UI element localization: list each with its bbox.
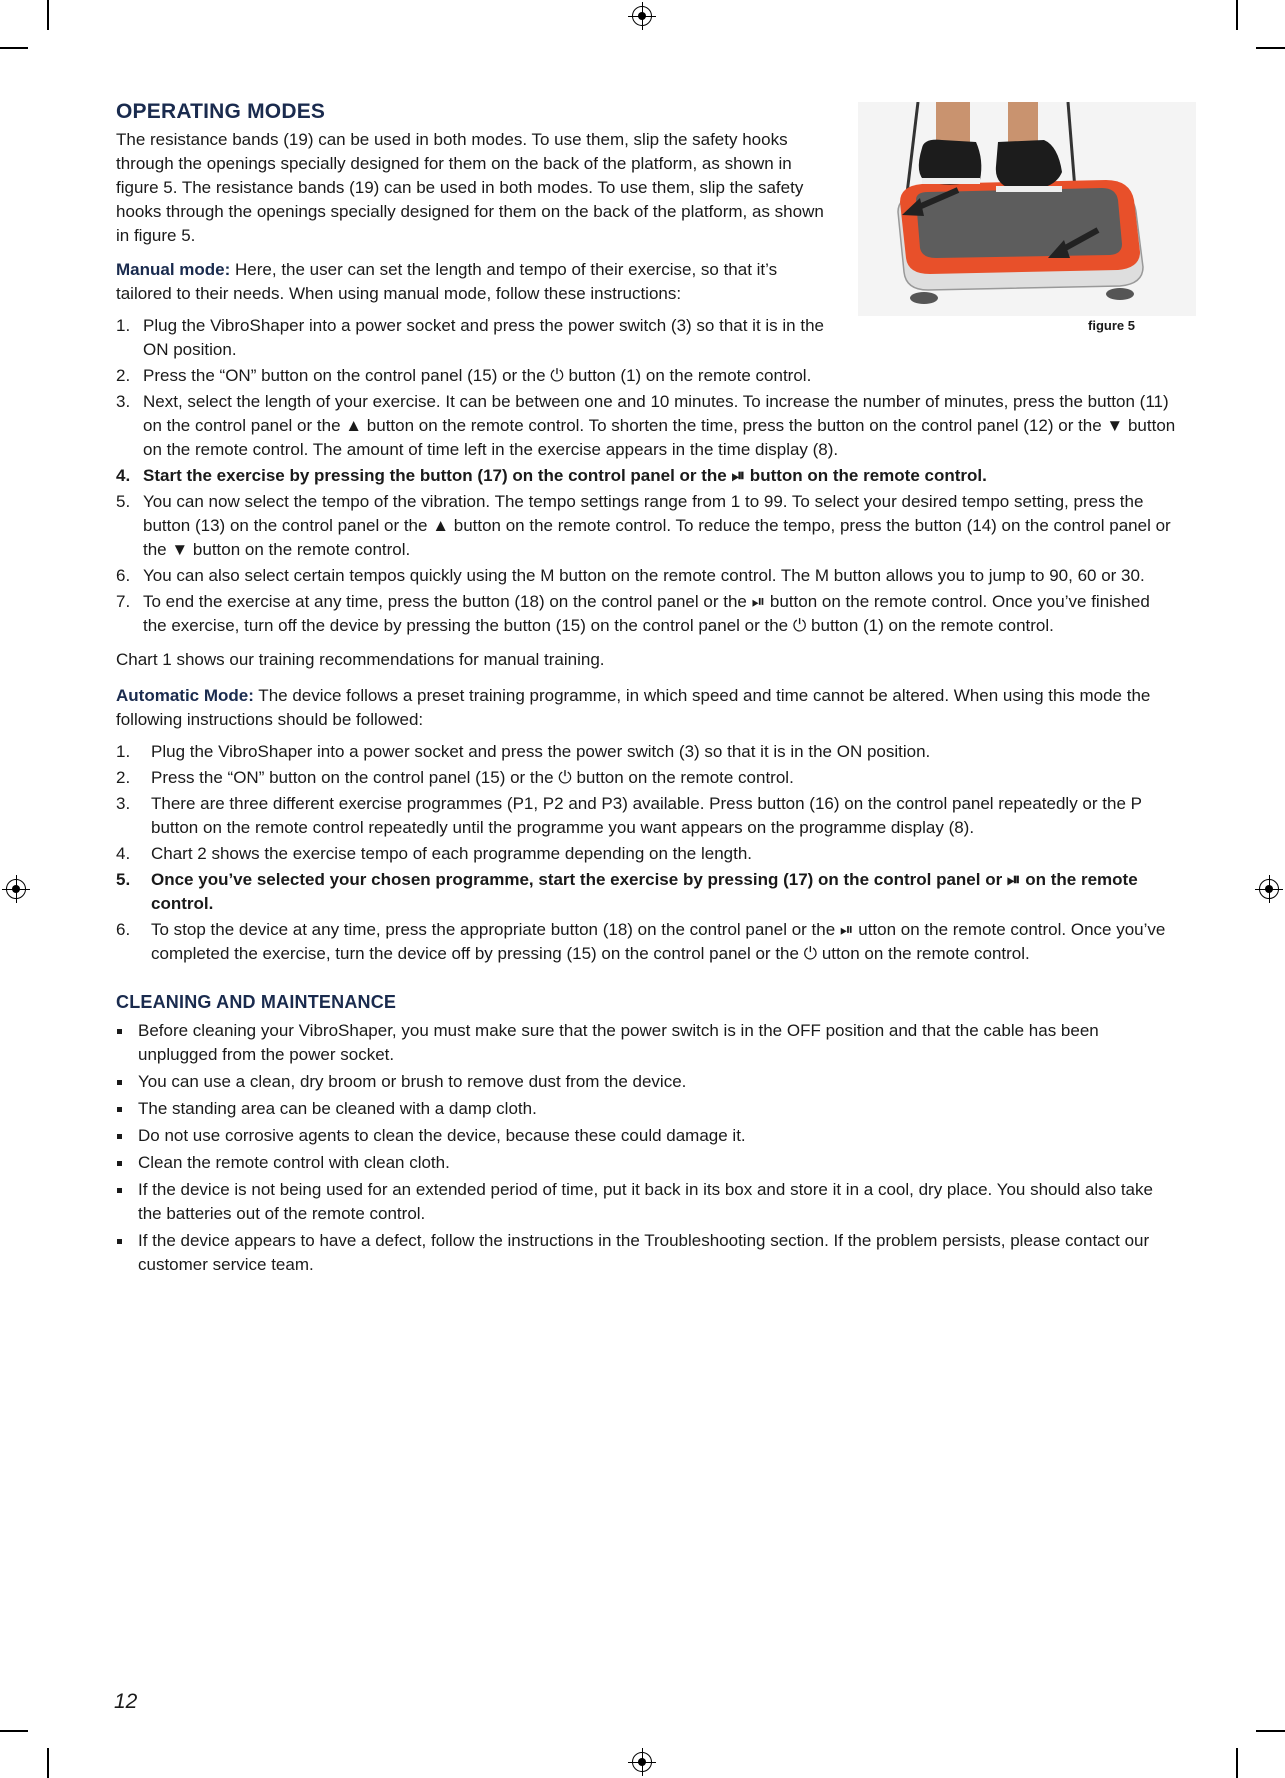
page-number: 12	[114, 1690, 138, 1713]
crop-mark	[47, 1748, 49, 1778]
bullet-icon	[117, 1161, 122, 1166]
list-item	[116, 314, 836, 362]
automatic-mode-text: The device follows a preset training programme, in which speed and time cannot be altered. When using this mode the following instructions should be followed:	[116, 686, 1151, 729]
step-text: You can also select certain tempos quickly using the M button on the remote control. The M button allows you to jump to 90, 60 or 30.	[143, 566, 1145, 585]
step-number: 6.	[116, 566, 131, 585]
manual-steps-list	[116, 314, 1176, 638]
list-item	[116, 842, 1176, 866]
step-text: Press the “ON” button on the control panel (15) or the ⏻ button (1) on the remote control.	[143, 366, 812, 385]
step-number: 2.	[116, 366, 131, 385]
cleaning-list	[116, 1019, 1176, 1277]
list-item	[116, 766, 1176, 790]
list-item	[116, 390, 1176, 462]
step-number: 7.	[116, 592, 131, 611]
list-item	[116, 1151, 1176, 1175]
manual-mode-paragraph	[116, 258, 836, 306]
crop-mark	[1236, 0, 1238, 30]
registration-mark-icon	[632, 6, 652, 26]
list-item	[116, 1019, 1176, 1067]
list-item	[116, 740, 1176, 764]
list-item	[116, 1097, 1176, 1121]
list-item	[116, 1124, 1176, 1148]
bullet-icon	[117, 1029, 122, 1034]
crop-mark	[0, 47, 28, 49]
list-item	[116, 564, 1176, 588]
crop-mark	[47, 0, 49, 30]
bullet-icon	[117, 1188, 122, 1193]
step-number: 3.	[116, 794, 131, 813]
registration-mark-icon	[1259, 879, 1279, 899]
step-text: Start the exercise by pressing the button (17) on the control panel or the ⏯ button on the remote control.	[143, 466, 987, 485]
page-content	[116, 100, 1176, 1280]
section-heading-operating-modes: OPERATING MODES	[116, 100, 326, 123]
list-item-text: You can use a clean, dry broom or brush to remove dust from the device.	[138, 1072, 687, 1091]
list-item	[116, 490, 1176, 562]
bullet-icon	[117, 1134, 122, 1139]
automatic-mode-label: Automatic Mode:	[116, 686, 254, 705]
automatic-mode-paragraph	[116, 684, 1176, 732]
figure-caption: figure 5	[1088, 318, 1135, 333]
list-item-text: Before cleaning your VibroShaper, you must make sure that the power switch is in the OFF position and that the cable has been unplugged from the power socket.	[138, 1021, 1099, 1064]
step-number: 5.	[116, 492, 131, 511]
step-number: 6.	[116, 920, 131, 939]
list-item	[116, 1070, 1176, 1094]
list-item	[116, 464, 1176, 488]
step-text: Once you’ve selected your chosen programme, start the exercise by pressing (17) on the control panel or ⏯ on the remote control.	[151, 870, 1138, 913]
registration-mark-icon	[6, 879, 26, 899]
list-item	[116, 364, 1176, 388]
step-text: Chart 2 shows the exercise tempo of each programme depending on the length.	[151, 844, 753, 863]
automatic-steps-list	[116, 740, 1176, 966]
crop-mark	[1256, 47, 1285, 49]
crop-mark	[0, 1730, 28, 1732]
registration-mark-icon	[632, 1752, 652, 1772]
list-item	[116, 590, 1176, 638]
step-number: 1.	[116, 742, 131, 761]
list-item	[116, 1229, 1176, 1277]
step-text: There are three different exercise programmes (P1, P2 and P3) available. Press button (16) on the control panel repeatedly or the P button on the remote control repeatedly until the programme you want appears on the programme display (8).	[151, 794, 1142, 837]
section-heading-cleaning: CLEANING AND MAINTENANCE	[116, 992, 397, 1012]
step-text: You can now select the tempo of the vibration. The tempo settings range from 1 to 99. To select your desired tempo setting, press the button (13) on the control panel or the ▲ button on the remote control. To reduce the tempo, press the button (14) on the control panel or the ▼ button on the remote control.	[143, 492, 1171, 559]
step-number: 3.	[116, 392, 131, 411]
manual-mode-text: Here, the user can set the length and tempo of their exercise, so that it’s tailored to their needs. When using manual mode, follow these instructions:	[116, 260, 778, 303]
crop-mark	[1256, 1730, 1285, 1732]
bullet-icon	[117, 1080, 122, 1085]
step-text: Press the “ON” button on the control panel (15) or the ⏻ button on the remote control.	[151, 768, 794, 787]
intro-paragraph: The resistance bands (19) can be used in both modes. To use them, slip the safety hooks through the openings specially designed for them on the back of the platform, as shown in figure 5. The resistance bands (19) can be used in both modes. To use them, slip the safety hooks through the openings specially designed for them on the back of the platform, as shown in figure 5.	[116, 130, 824, 245]
list-item-text: Do not use corrosive agents to clean the device, because these could damage it.	[138, 1126, 746, 1145]
list-item-text: The standing area can be cleaned with a damp cloth.	[138, 1099, 537, 1118]
step-text: Plug the VibroShaper into a power socket and press the power switch (3) so that it is in the ON position.	[143, 316, 824, 359]
list-item-text: Clean the remote control with clean cloth.	[138, 1153, 450, 1172]
list-item-text: If the device appears to have a defect, follow the instructions in the Troubleshooting section. If the problem persists, please contact our customer service team.	[138, 1231, 1150, 1274]
list-item	[116, 1178, 1176, 1226]
step-number: 5.	[116, 870, 131, 889]
step-text: Plug the VibroShaper into a power socket and press the power switch (3) so that it is in the ON position.	[151, 742, 931, 761]
list-item	[116, 918, 1176, 966]
step-number: 4.	[116, 466, 131, 485]
step-text: Next, select the length of your exercise. It can be between one and 10 minutes. To increase the number of minutes, press the button (11) on the control panel or the ▲ button on the remote control. To shorten the time, press the button on the control panel (12) or the ▼ button on the remote control. The amount of time left in the exercise appears in the time display (8).	[143, 392, 1176, 459]
step-text: To end the exercise at any time, press the button (18) on the control panel or the ⏯ button on the remote control. Once you’ve finished the exercise, turn off the device by pressing the button (15) on the control panel or the ⏻ button (1) on the remote control.	[143, 592, 1150, 635]
list-item	[116, 792, 1176, 840]
list-item	[116, 868, 1176, 916]
step-number: 4.	[116, 844, 131, 863]
crop-mark	[1236, 1748, 1238, 1778]
bullet-icon	[117, 1239, 122, 1244]
chart-note: Chart 1 shows our training recommendations for manual training.	[116, 650, 605, 669]
step-number: 2.	[116, 768, 131, 787]
manual-mode-label: Manual mode:	[116, 260, 231, 279]
step-number: 1.	[116, 316, 131, 335]
list-item-text: If the device is not being used for an extended period of time, put it back in its box and store it in a cool, dry place. You should also take the batteries out of the remote control.	[138, 1180, 1153, 1223]
bullet-icon	[117, 1107, 122, 1112]
step-text: To stop the device at any time, press the appropriate button (18) on the control panel or the ⏯ utton on the remote control. Once you’ve completed the exercise, turn the device off by pressing (15) on the control panel or the ⏻ utton on the remote control.	[151, 920, 1166, 963]
